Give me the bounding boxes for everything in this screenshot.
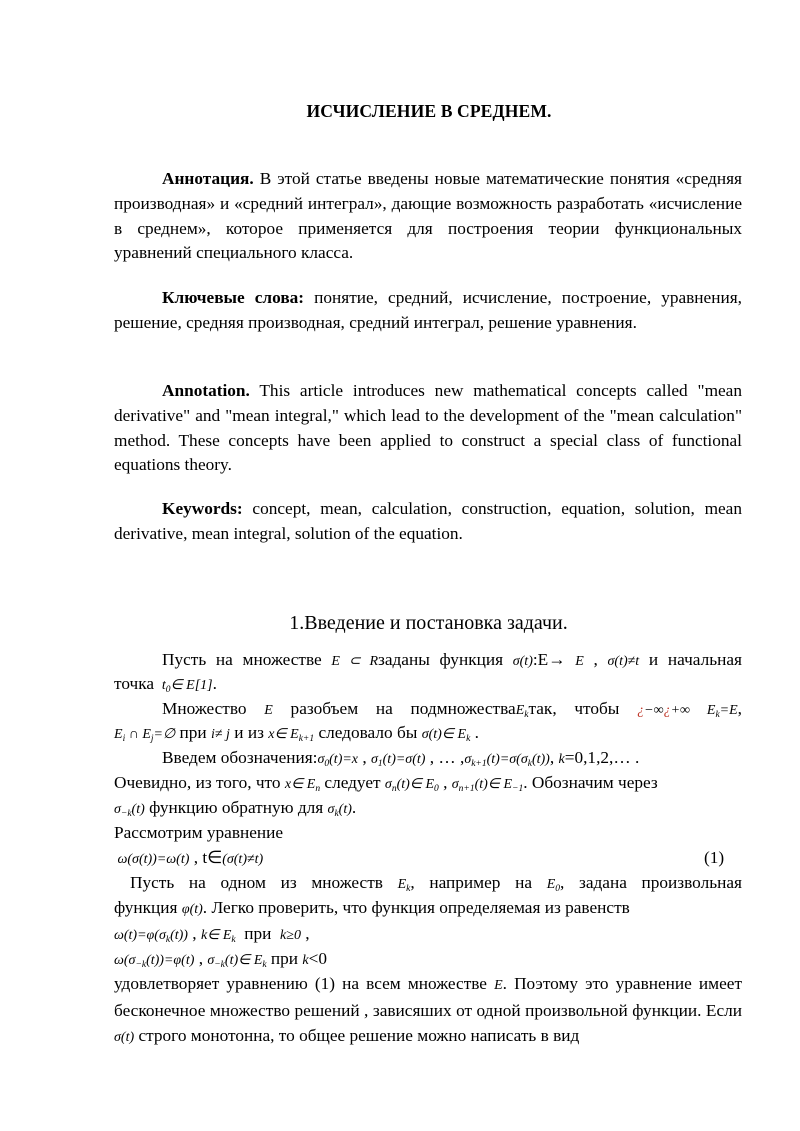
intro-line-4: $E_i$ ∩ $E_j=\emptyset$ при i≠ j и из x∈ $E_{k+1}$ следовало бы σ(t)∈ $E_k$ . [114, 723, 479, 744]
abstract-ru-text: В этой статье введены новые математические понятия «средняя производная» и «средний интеграл», дающие возможность разработать «исчисление в среднем», которое применяется для построения теории функциональных уравнений специального класса. [114, 169, 742, 263]
keywords-en-text: concept, mean, calculation, construction, equation, solution, mean derivative, mean integral, solution of the equation. [114, 499, 742, 543]
intro-line-10: функция φ(t). Легко проверить, что функция определяемая из равенств [114, 898, 630, 917]
keywords-ru-text: понятие, средний, исчисление, построение, уравнения, решение, средняя производная, средний интеграл, решение уравнения. [114, 288, 742, 332]
abstract-en [114, 379, 742, 478]
abstract-en-label: Annotation. [162, 381, 250, 400]
intro-line-1: Пусть на множестве E ⊂ Rзаданы функция σ(t):E→ E , σ(t)≠t и начальная [162, 650, 742, 669]
intro-line-3: Множество E разобъем на подмножестваE$_k$так, чтобы ¿−∞¿+∞ $E_k=E$, [162, 699, 742, 720]
paper-title: ИСЧИСЛЕНИЕ В СРЕДНЕМ. [306, 101, 552, 121]
intro-line-6: Очевидно, из того, что x∈ $E_n$ следует $\sigma_n(t)\in$ $E_0$ , $\sigma_{n+1}(t)\in$ $E_{-1}$. Обозначим через [114, 773, 658, 794]
abstract-ru-label: Аннотация. [162, 169, 254, 188]
section-heading: 1.Введение и постановка задачи. [289, 612, 568, 634]
equation-1: ω(σ(t))=ω(t) , t∈(σ(t)≠t) (1) [114, 846, 742, 872]
abstract-en-text: This article introduces new mathematical concepts called "mean derivative" and "mean integral," which lead to the development of the "mean calculation" method. These concepts have been applied to construct a special class of functional equations theory. [114, 381, 742, 475]
intro-line-8: Рассмотрим уравнение [114, 823, 284, 842]
intro-line-7: $\sigma_{-k}(t)$ функцию обратную для $\sigma_k(t)$. [114, 798, 357, 819]
abstract-ru [114, 167, 742, 266]
intro-line-9: Пусть на одном из множеств $E_k$, например на $E_0$, задана произвольная [130, 873, 742, 894]
intro-paragraph-final: удовлетворяет уравнению (1) на всем множестве E. Поэтому это уравнение имеет бесконечное множество решений , зависяших от одной произвольной функции. Если σ(t) строго монотонна, то общее решение можно написать в вид [114, 974, 742, 1045]
intro-line-5: Введем $обозначения:\sigma_0(t)=x$ , $\sigma_1(t)=\sigma(t)$ , … $,\sigma_{k+1}(t)=\sigma(\sigma_k(t))$, k=0,1,2,… . [162, 748, 640, 769]
keywords-ru [114, 286, 742, 336]
keywords-ru-label: Ключевые слова: [162, 288, 305, 307]
intro-line-11: $\omega(t)=\varphi(\sigma_k(t))$ , k∈ $E_k$ при k≥0 , [114, 924, 310, 945]
keywords-en [114, 497, 742, 547]
intro-line-2: точка $t_0\in$ E[1]. [114, 674, 217, 695]
intro-line-12: $\omega(\sigma_{-k}(t))=\varphi(t)$ , $\sigma_{-k}(t)\in$ $E_k$ при k<0 [114, 949, 327, 970]
keywords-en-label: Keywords: [162, 499, 243, 518]
equation-number: (1) [704, 848, 725, 867]
